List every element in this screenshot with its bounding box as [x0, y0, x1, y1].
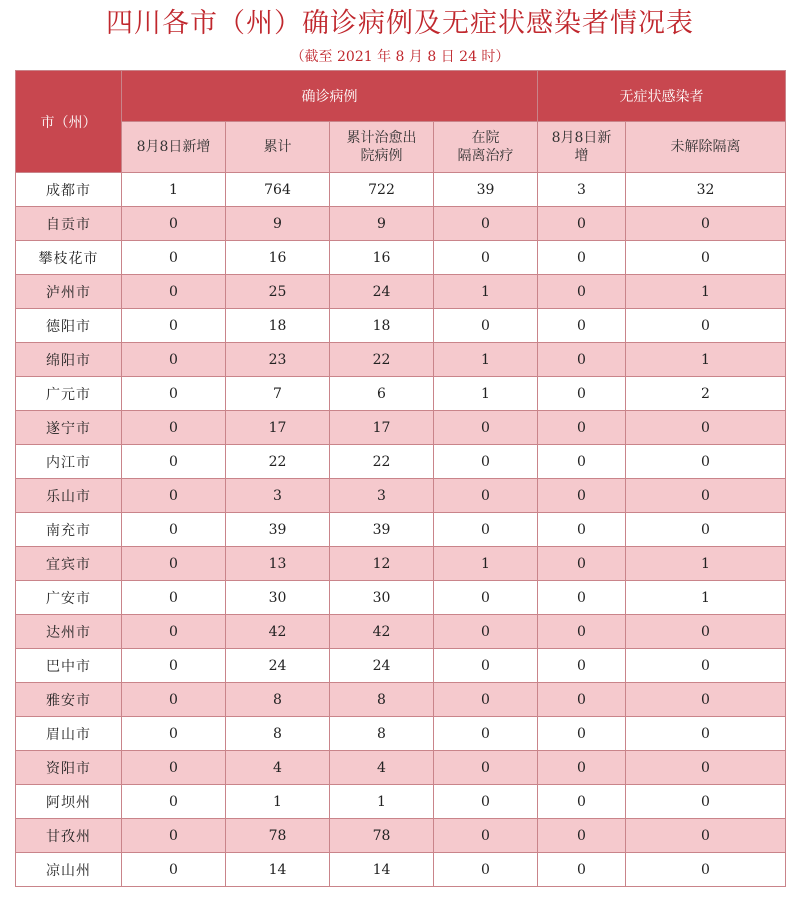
cell-in-hospital: 0: [434, 513, 538, 547]
cell-city: 泸州市: [16, 275, 122, 309]
cell-city: 凉山州: [16, 853, 122, 887]
cell-new-confirmed: 0: [122, 479, 226, 513]
cell-city: 雅安市: [16, 683, 122, 717]
header-new-confirmed: 8月8日新增: [122, 122, 226, 173]
cell-cured: 24: [330, 275, 434, 309]
cell-asym-isolated: 0: [626, 445, 786, 479]
cell-new-confirmed: 0: [122, 649, 226, 683]
cell-in-hospital: 0: [434, 785, 538, 819]
cell-total: 16: [226, 241, 330, 275]
cell-asym-new: 0: [538, 275, 626, 309]
cell-in-hospital: 1: [434, 377, 538, 411]
cell-asym-new: 0: [538, 479, 626, 513]
header-asym-new: [538, 122, 626, 173]
cell-city: 内江市: [16, 445, 122, 479]
cell-cured: 4: [330, 751, 434, 785]
table-row: [16, 785, 786, 819]
cell-asym-isolated: 0: [626, 207, 786, 241]
cell-cured: 1: [330, 785, 434, 819]
cell-total: 764: [226, 173, 330, 207]
cell-asym-isolated: 0: [626, 717, 786, 751]
cell-asym-new: 0: [538, 785, 626, 819]
cell-asym-new: 0: [538, 547, 626, 581]
cell-asym-new: 0: [538, 207, 626, 241]
cell-city: 达州市: [16, 615, 122, 649]
cell-total: 7: [226, 377, 330, 411]
cell-cured: 12: [330, 547, 434, 581]
cell-total: 78: [226, 819, 330, 853]
cell-cured: 39: [330, 513, 434, 547]
cell-cured: 78: [330, 819, 434, 853]
cell-cured: 42: [330, 615, 434, 649]
header-asym-new-line1: 8月8日新: [551, 130, 612, 146]
cell-asym-new: 0: [538, 853, 626, 887]
cell-asym-new: 0: [538, 343, 626, 377]
table-row: [16, 581, 786, 615]
cell-new-confirmed: 0: [122, 581, 226, 615]
table-row: [16, 207, 786, 241]
cell-in-hospital: 0: [434, 819, 538, 853]
cell-total: 17: [226, 411, 330, 445]
table-row: [16, 275, 786, 309]
cell-cured: 22: [330, 343, 434, 377]
cell-city: 乐山市: [16, 479, 122, 513]
header-city: 市（州）: [16, 71, 122, 173]
cell-cured: 6: [330, 377, 434, 411]
page-title: 四川各市（州）确诊病例及无症状感染者情况表: [106, 8, 694, 39]
cell-new-confirmed: 0: [122, 683, 226, 717]
cell-cured: 14: [330, 853, 434, 887]
cell-in-hospital: 0: [434, 309, 538, 343]
cell-in-hospital: 0: [434, 207, 538, 241]
cell-asym-new: 0: [538, 615, 626, 649]
cell-new-confirmed: 0: [122, 411, 226, 445]
cell-new-confirmed: 0: [122, 309, 226, 343]
cell-in-hospital: 0: [434, 649, 538, 683]
cell-city: 眉山市: [16, 717, 122, 751]
cell-asym-isolated: 0: [626, 819, 786, 853]
table-row: [16, 377, 786, 411]
cell-in-hospital: 0: [434, 411, 538, 445]
cell-asym-isolated: 0: [626, 649, 786, 683]
cell-asym-new: 0: [538, 309, 626, 343]
cell-new-confirmed: 0: [122, 785, 226, 819]
cell-in-hospital: 0: [434, 717, 538, 751]
cell-asym-isolated: 0: [626, 309, 786, 343]
cell-cured: 3: [330, 479, 434, 513]
cell-cured: 8: [330, 683, 434, 717]
cell-city: 绵阳市: [16, 343, 122, 377]
cell-city: 南充市: [16, 513, 122, 547]
cell-total: 23: [226, 343, 330, 377]
cell-asym-new: 0: [538, 683, 626, 717]
cell-new-confirmed: 0: [122, 275, 226, 309]
cell-asym-isolated: 0: [626, 615, 786, 649]
cell-in-hospital: 0: [434, 445, 538, 479]
table-row: [16, 411, 786, 445]
cell-total: 25: [226, 275, 330, 309]
cases-table: [15, 70, 786, 887]
cell-asym-new: 0: [538, 581, 626, 615]
cell-in-hospital: 0: [434, 241, 538, 275]
cell-total: 3: [226, 479, 330, 513]
header-asym-new-line2: 增: [574, 148, 589, 164]
header-in-hospital-line2: 隔离治疗: [457, 148, 514, 164]
cell-total: 24: [226, 649, 330, 683]
cell-city: 攀枝花市: [16, 241, 122, 275]
cell-total: 22: [226, 445, 330, 479]
cell-asym-new: 0: [538, 717, 626, 751]
table-row: [16, 343, 786, 377]
cell-total: 9: [226, 207, 330, 241]
header-in-hospital-line1: 在院: [471, 130, 500, 146]
cell-asym-isolated: 0: [626, 853, 786, 887]
page-subtitle: （截至 2021 年 8 月 8 日 24 时）: [290, 49, 510, 65]
table-row: [16, 547, 786, 581]
table-row: [16, 751, 786, 785]
cell-total: 14: [226, 853, 330, 887]
cell-asym-isolated: 0: [626, 683, 786, 717]
cell-new-confirmed: 0: [122, 853, 226, 887]
header-cured-line2: 院病例: [360, 148, 403, 164]
cell-city: 甘孜州: [16, 819, 122, 853]
header-cured-line1: 累计治愈出: [346, 130, 417, 146]
cell-asym-new: 3: [538, 173, 626, 207]
table-row: [16, 309, 786, 343]
cell-cured: 16: [330, 241, 434, 275]
header-in-hospital: [434, 122, 538, 173]
header-confirmed-group: 确诊病例: [122, 71, 538, 122]
cell-asym-new: 0: [538, 649, 626, 683]
cell-cured: 722: [330, 173, 434, 207]
cell-total: 4: [226, 751, 330, 785]
cell-city: 巴中市: [16, 649, 122, 683]
cell-total: 42: [226, 615, 330, 649]
cell-city: 德阳市: [16, 309, 122, 343]
cell-city: 阿坝州: [16, 785, 122, 819]
cell-asym-new: 0: [538, 241, 626, 275]
table-row: [16, 173, 786, 207]
cell-in-hospital: 1: [434, 547, 538, 581]
cell-city: 遂宁市: [16, 411, 122, 445]
cell-new-confirmed: 0: [122, 615, 226, 649]
cell-in-hospital: 1: [434, 275, 538, 309]
table-row: [16, 683, 786, 717]
cell-total: 18: [226, 309, 330, 343]
cell-new-confirmed: 0: [122, 547, 226, 581]
table-row: [16, 445, 786, 479]
cell-asym-isolated: 1: [626, 343, 786, 377]
cell-new-confirmed: 0: [122, 241, 226, 275]
table-row: [16, 649, 786, 683]
cell-asym-isolated: 1: [626, 275, 786, 309]
cell-new-confirmed: 0: [122, 751, 226, 785]
table-row: [16, 479, 786, 513]
cell-in-hospital: 0: [434, 581, 538, 615]
cell-asym-new: 0: [538, 411, 626, 445]
cell-city: 宜宾市: [16, 547, 122, 581]
cell-asym-new: 0: [538, 751, 626, 785]
cell-new-confirmed: 0: [122, 819, 226, 853]
cell-cured: 22: [330, 445, 434, 479]
table-body: [16, 173, 786, 887]
cell-in-hospital: 0: [434, 683, 538, 717]
cell-asym-isolated: 2: [626, 377, 786, 411]
cell-asym-new: 0: [538, 513, 626, 547]
table-row: [16, 853, 786, 887]
cell-total: 39: [226, 513, 330, 547]
cell-total: 13: [226, 547, 330, 581]
cell-city: 成都市: [16, 173, 122, 207]
cell-in-hospital: 39: [434, 173, 538, 207]
table-row: [16, 819, 786, 853]
cell-cured: 9: [330, 207, 434, 241]
cell-total: 8: [226, 683, 330, 717]
cell-cured: 24: [330, 649, 434, 683]
table-row: [16, 615, 786, 649]
cell-asym-isolated: 0: [626, 751, 786, 785]
cell-new-confirmed: 0: [122, 343, 226, 377]
cell-asym-new: 0: [538, 819, 626, 853]
cell-asym-new: 0: [538, 377, 626, 411]
cell-in-hospital: 0: [434, 751, 538, 785]
cell-asym-isolated: 0: [626, 411, 786, 445]
header-cured: [330, 122, 434, 173]
cell-asym-new: 0: [538, 445, 626, 479]
cell-in-hospital: 0: [434, 853, 538, 887]
cell-total: 1: [226, 785, 330, 819]
cell-cured: 17: [330, 411, 434, 445]
cell-asym-isolated: 0: [626, 785, 786, 819]
header-total: 累计: [226, 122, 330, 173]
cell-cured: 30: [330, 581, 434, 615]
cell-new-confirmed: 0: [122, 445, 226, 479]
cell-cured: 18: [330, 309, 434, 343]
cell-new-confirmed: 0: [122, 207, 226, 241]
cell-city: 资阳市: [16, 751, 122, 785]
cell-city: 广元市: [16, 377, 122, 411]
cell-asym-isolated: 0: [626, 513, 786, 547]
table-row: [16, 717, 786, 751]
header-asym-isolated: 未解除隔离: [626, 122, 786, 173]
cell-new-confirmed: 0: [122, 377, 226, 411]
cell-in-hospital: 0: [434, 479, 538, 513]
cell-in-hospital: 1: [434, 343, 538, 377]
cell-new-confirmed: 1: [122, 173, 226, 207]
table-row: [16, 513, 786, 547]
cell-new-confirmed: 0: [122, 513, 226, 547]
cell-cured: 8: [330, 717, 434, 751]
cell-city: 自贡市: [16, 207, 122, 241]
table-row: [16, 241, 786, 275]
cell-in-hospital: 0: [434, 615, 538, 649]
cell-total: 8: [226, 717, 330, 751]
cell-asym-isolated: 1: [626, 547, 786, 581]
cell-asym-isolated: 0: [626, 241, 786, 275]
cell-new-confirmed: 0: [122, 717, 226, 751]
cell-asym-isolated: 32: [626, 173, 786, 207]
cell-total: 30: [226, 581, 330, 615]
cell-asym-isolated: 0: [626, 479, 786, 513]
header-asymptomatic-group: 无症状感染者: [538, 71, 786, 122]
cell-city: 广安市: [16, 581, 122, 615]
cell-asym-isolated: 1: [626, 581, 786, 615]
